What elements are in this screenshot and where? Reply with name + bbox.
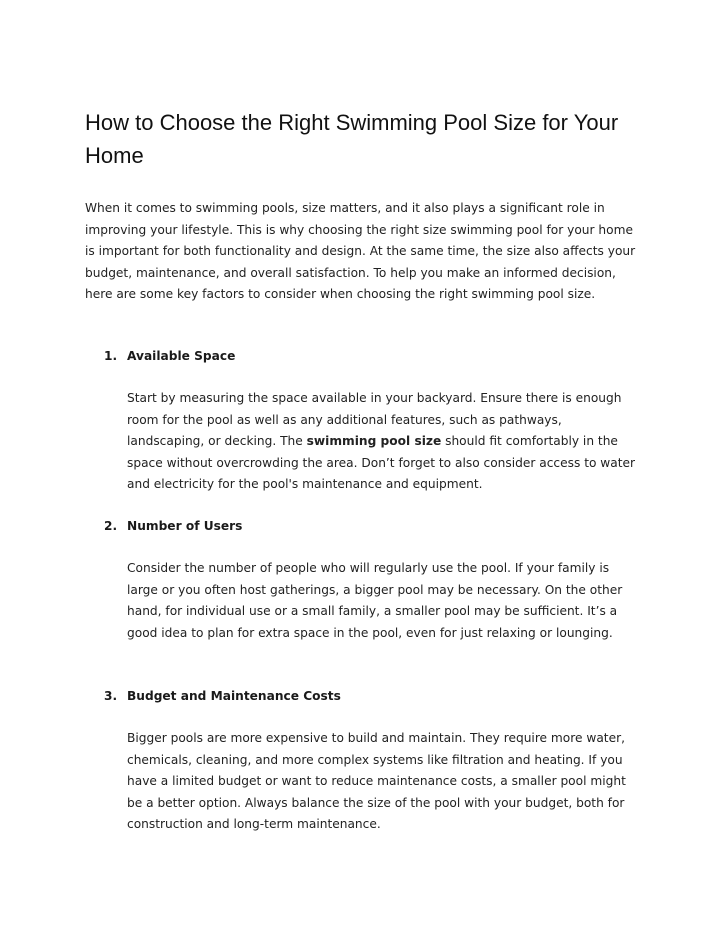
- intro-paragraph: When it comes to swimming pools, size matters, and it also plays a significant role in improving your lifestyle. This is why choosing the right size swimming pool for your home is important for both functionality and design. At the same time, the size also affects your budget, maintenance, and overall satisfaction. To help you make an informed decision, here are some key factors to consider when choosing the right swimming pool size.: [85, 201, 636, 301]
- bold-keyword: swimming pool size: [306, 434, 442, 448]
- list-item-heading-budget: [104, 686, 624, 708]
- list-item-title: Available Space: [127, 349, 236, 363]
- document-title: How to Choose the Right Swimming Pool Size for Your Home: [85, 110, 619, 168]
- list-item-body-budget: Bigger pools are more expensive to build and maintain. They require more water, chemicals, cleaning, and more complex systems like filtration and heating. If you have a limited budget or want to reduce maintenance costs, a smaller pool might be a better option. Always balance the size of the pool with your budget, both for construction and long-term maintenance.: [127, 731, 626, 831]
- list-item-title: Budget and Maintenance Costs: [127, 689, 341, 703]
- body-text: Start by measuring the space available in your backyard. Ensure there is enough room for the pool as well as any additional features, such as pathways, landscaping, or decking. The: [127, 391, 622, 448]
- list-item-number: 1.: [104, 349, 118, 363]
- list-item-heading-available-space: [104, 346, 624, 368]
- body-text: should fit comfortably in the space without overcrowding the area. Don’t forget to also consider access to water and electricity for the pool's maintenance and equipment.: [127, 434, 636, 491]
- list-item-number: 2.: [104, 519, 118, 533]
- list-item-number: 3.: [104, 689, 118, 703]
- list-item-body-number-of-users: Consider the number of people who will regularly use the pool. If your family is large or you often host gatherings, a bigger pool may be necessary. On the other hand, for individual use or a small family, a smaller pool may be sufficient. It’s a good idea to plan for extra space in the pool, even for just relaxing or lounging.: [127, 561, 623, 640]
- list-item-title: Number of Users: [127, 519, 243, 533]
- list-item-body-available-space: [127, 388, 637, 496]
- list-item-heading-number-of-users: [104, 516, 624, 538]
